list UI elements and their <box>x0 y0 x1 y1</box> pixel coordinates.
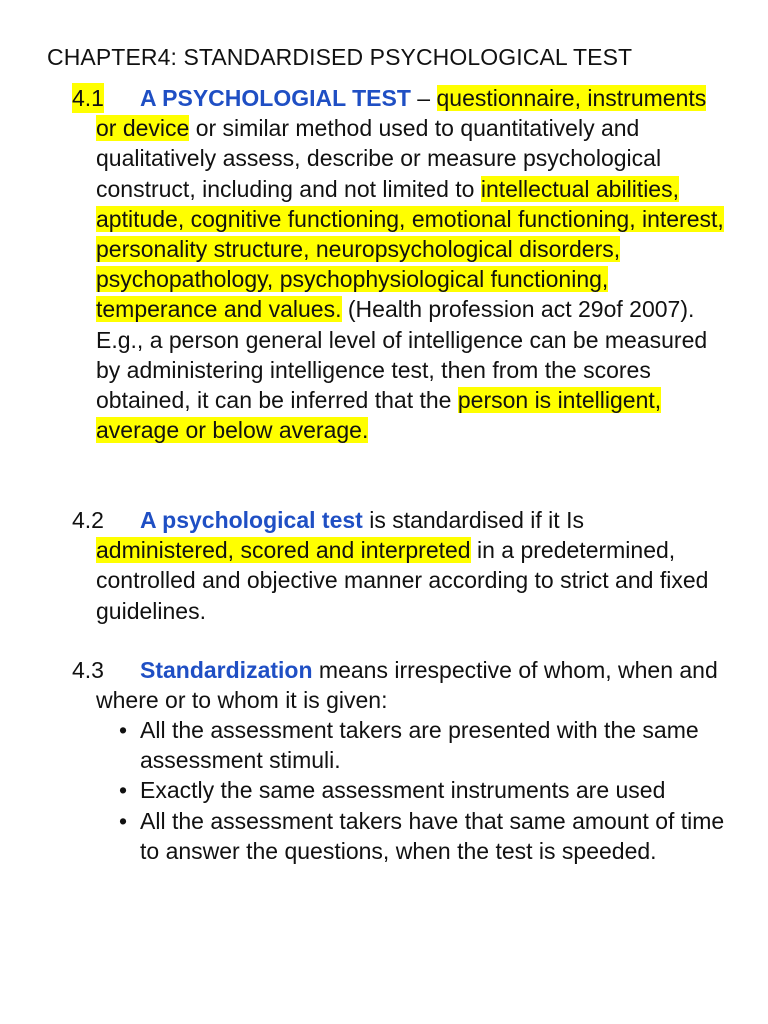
list-item-text: All the assessment takers are presented with the same assessment stimuli. <box>140 717 699 774</box>
section-dash: – <box>410 85 437 111</box>
body-text: (Health profession act 29of 2007). E.g., a person general level of intelligence can be measured by administering intelligence test, then from the scores obtained, it can be inferred that the <box>96 296 708 414</box>
list-item-text: All the assessment takers have that same amount of time to answer the questions, when the test is speeded. <box>140 807 725 864</box>
section-4-2 <box>72 505 726 626</box>
section-term: A PSYCHOLOGIAL TEST <box>140 85 411 111</box>
body-text: is standardised if it Is <box>362 507 584 533</box>
section-number: 4.1 <box>72 83 104 113</box>
section-term: Standardization <box>140 657 313 683</box>
bullet-icon: • <box>119 807 128 834</box>
body-text: in a predetermined, controlled and objective manner according to strict and fixed guidelines. <box>96 537 709 624</box>
list-item-text: Exactly the same assessment instruments are used <box>140 777 666 804</box>
body-text: or similar method used to quantitatively and qualitatively assess, describe or measure psychological construct, including and not limited to <box>96 115 662 202</box>
section-term: A psychological test <box>140 507 363 533</box>
list-item <box>119 775 730 805</box>
section-4-3 <box>72 655 726 715</box>
list-item <box>119 715 730 775</box>
section-4-1 <box>72 83 726 445</box>
highlight-text: administered, scored and interpreted <box>96 537 471 564</box>
list-item <box>119 806 730 866</box>
chapter-title: CHAPTER4: STANDARDISED PSYCHOLOGICAL TEST <box>47 44 633 70</box>
bullet-icon: • <box>119 777 128 804</box>
highlight-text: person is intelligent, average or below average. <box>96 387 662 444</box>
bullet-icon: • <box>119 717 128 743</box>
bullet-list <box>119 715 730 866</box>
highlight-text: questionnaire, instruments or device <box>96 85 707 142</box>
highlight-text: intellectual abilities, aptitude, cognitive functioning, emotional functioning, interest, personality structure, neuropsychological disorders, psychopathology, psychophysiological functioning, temperance and values. <box>96 175 724 323</box>
section-number: 4.3 <box>72 657 104 683</box>
body-text: means irrespective of whom, when and where or to whom it is given: <box>96 657 718 714</box>
section-number: 4.2 <box>72 507 104 533</box>
